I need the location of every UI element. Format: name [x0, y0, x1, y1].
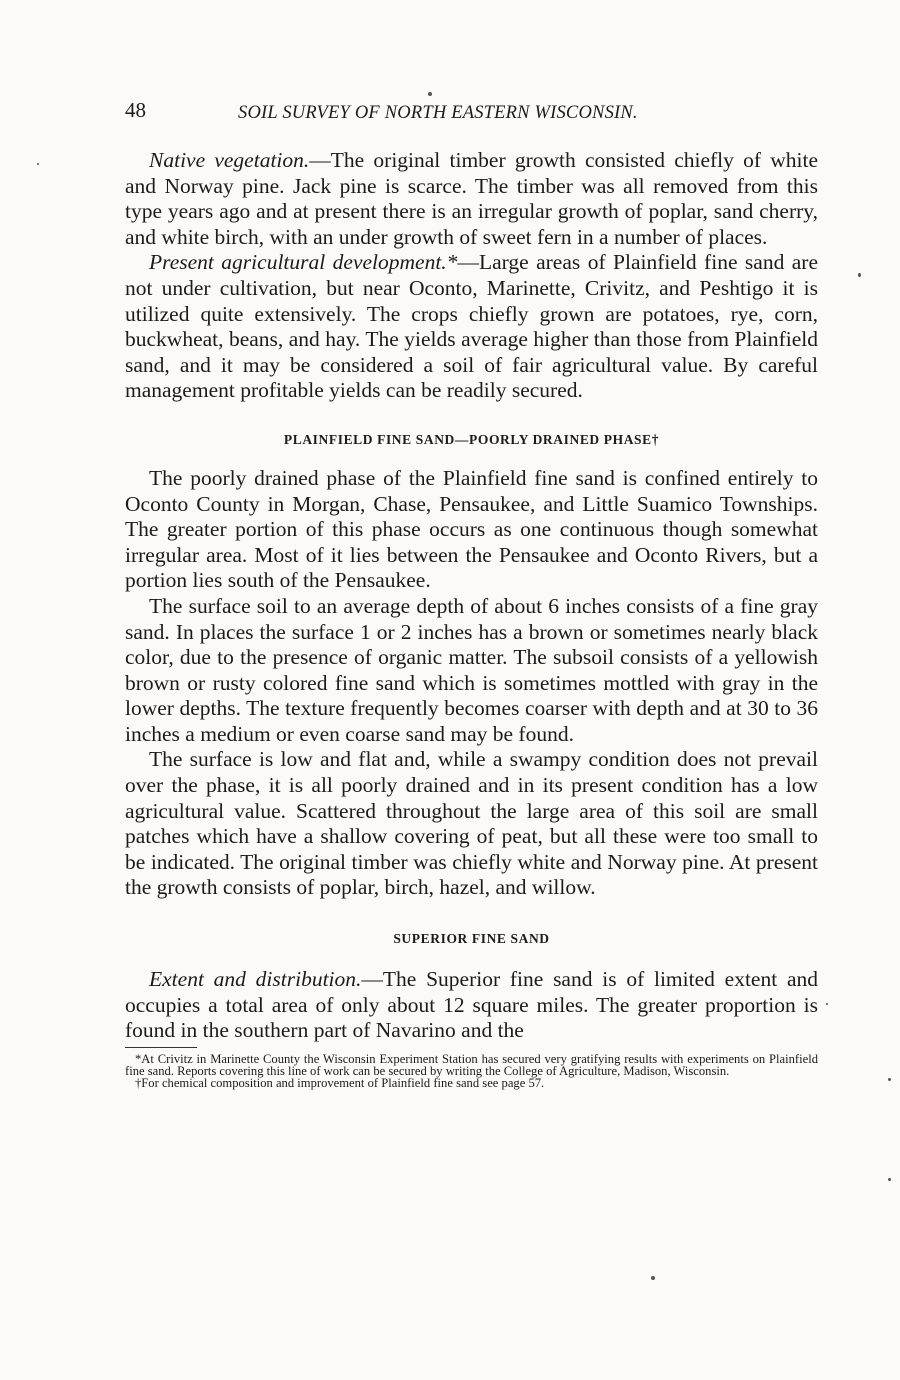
paragraph-lead: Native vegetation. [149, 148, 310, 172]
paragraph-poorly-drained-extent: The poorly drained phase of the Plainfield fine sand is confined entirely to Oconto County in Morgan, Chase, Pensaukee, and Little Suamico Townships. The greater portion of this phase occurs as one continuous though somewhat irregular area. Most of it lies between the Pensaukee and Oconto Rivers, but a portion lies south of the Pensaukee. [125, 465, 818, 593]
footnote-dagger: †For chemical composition and improvement of Plainfield fine sand see page 57. [135, 1075, 545, 1090]
scan-speck [37, 163, 39, 165]
scan-speck [888, 1178, 891, 1181]
paragraph-native-vegetation [125, 148, 818, 250]
scan-speck [428, 92, 432, 96]
paragraph-extent-distribution [125, 967, 818, 1044]
section-heading-poorly-drained-phase: PLAINFIELD FINE SAND—POORLY DRAINED PHASE† [283, 431, 660, 447]
section-heading-superior-fine-sand: SUPERIOR FINE SAND [393, 931, 550, 947]
scan-speck [858, 273, 861, 277]
page-number: 48 [125, 98, 146, 122]
paragraph-lead: Extent and distribution. [149, 967, 362, 992]
paragraph-poorly-drained-soil: The surface soil to an average depth of about 6 inches consists of a fine gray sand. In places the surface 1 or 2 inches has a brown or sometimes nearly black color, due to the presence of organic matter. The subsoil consists of a yellowish brown or rusty colored fine sand which is sometimes mottled with gray in the lower depths. The texture frequently becomes coarser with depth and at 30 to 36 inches a medium or even coarse sand may be found. [125, 593, 818, 746]
paragraph-text: —The Superior fine sand is of limited extent and occupies a total area of only about 12 square miles. The greater proportion is found in the southern part of Navarino and the [125, 967, 818, 1043]
footnote-divider [125, 1047, 197, 1048]
footnote-star: *At Crivitz in Marinette County the Wisconsin Experiment Station has secured very gratifying results with experiments on Plainfield fine sand. Reports covering this line of work can be secured by writing the College of Agriculture, Madison, Wisconsin. [125, 1051, 818, 1078]
page-body [125, 98, 818, 1089]
paragraph-text: —Large areas of Plainfield fine sand are not under cultivation, but near Oconto, Marinette, Crivitz, and Peshtigo it is utilized quite extensively. The crops chiefly grown are potatoes, rye, corn, buckwheat, beans, and hay. The yields average higher than those from Plainfield sand, and it may be considered a soil of fair agricultural value. By careful management profitable yields can be readily secured. [125, 250, 818, 403]
scan-speck [826, 1003, 828, 1005]
running-title: SOIL SURVEY OF NORTH EASTERN WISCONSIN. [238, 103, 638, 123]
paragraph-poorly-drained-surface: The surface is low and flat and, while a swampy condition does not prevail over the phase, it is all poorly drained and in its present condition has a low agricultural value. Scattered throughout the large area of this soil are small patches which have a shallow covering of peat, but all these were too small to be indicated. The original timber was chiefly white and Norway pine. At present the growth consists of poplar, birch, hazel, and willow. [125, 747, 818, 900]
scan-speck [651, 1276, 655, 1280]
running-head [125, 98, 818, 132]
paragraph-agricultural-development [125, 250, 818, 404]
paragraph-text: —The original timber growth consisted chiefly of white and Norway pine. Jack pine is scarce. The timber was all removed from this type years ago and at present there is an irregular growth of poplar, sand cherry, and white birch, with an under growth of sweet fern in a number of places. [125, 148, 818, 249]
paragraph-lead: Present agricultural development.* [149, 250, 458, 275]
scan-speck [888, 1078, 891, 1081]
